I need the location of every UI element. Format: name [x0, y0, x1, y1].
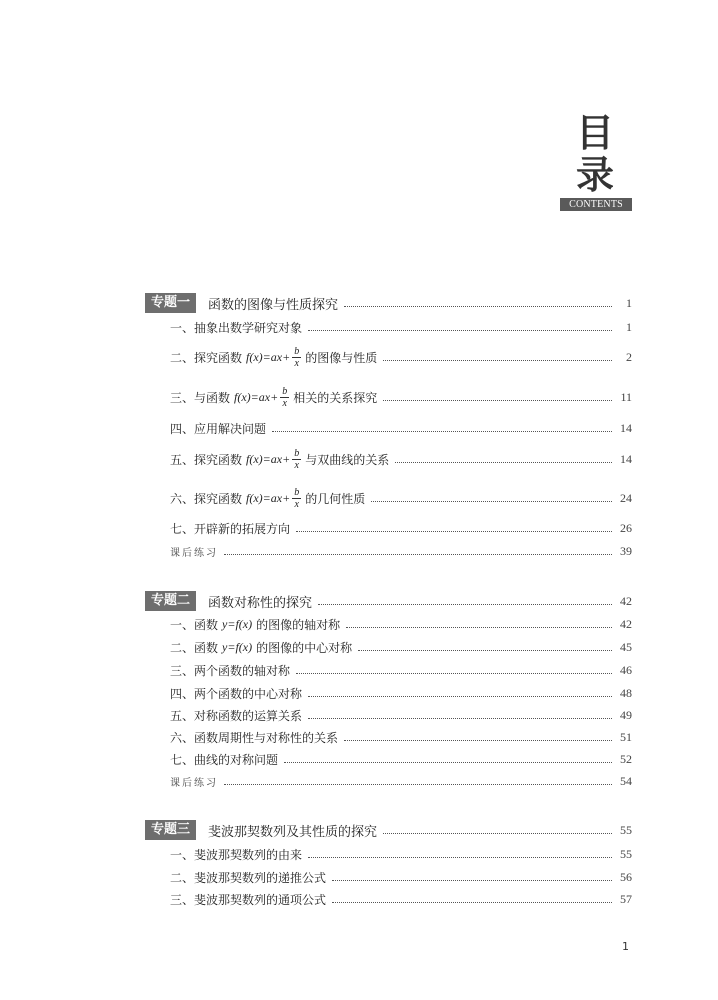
dot-leader — [308, 330, 612, 331]
formula — [246, 487, 301, 510]
entry-label: 六、函数周期性与对称性的关系 — [170, 730, 339, 745]
toc-entry[interactable] — [170, 380, 632, 414]
entry-label: 一、斐波那契数列的由来 — [170, 847, 303, 862]
dot-leader — [224, 554, 612, 555]
fraction — [292, 346, 301, 369]
entry-label — [170, 487, 365, 510]
entry-label: 三、两个函数的轴对称 — [170, 663, 291, 678]
dot-leader — [371, 501, 612, 502]
entry-label-prefix: 二、函数 — [170, 640, 219, 655]
toc-entry-exercises[interactable] — [170, 538, 632, 564]
dot-leader — [224, 784, 612, 785]
dot-leader — [332, 902, 612, 903]
dot-leader — [383, 360, 612, 361]
page-ref: 11 — [620, 389, 632, 404]
page-ref: 52 — [620, 751, 632, 766]
formula-text: f(x)=ax+ — [246, 451, 291, 466]
formula — [234, 386, 289, 409]
page-subtitle: CONTENTS — [560, 198, 632, 211]
fraction-denominator: x — [294, 459, 299, 471]
entry-label-suffix: 相关的关系探究 — [293, 390, 378, 405]
dot-leader — [358, 650, 612, 651]
page-ref: 54 — [620, 773, 632, 788]
formula-text: f(x)=ax+ — [246, 349, 291, 364]
topic-title: 斐波那契数列及其性质的探究 — [208, 824, 378, 840]
page-ref: 14 — [620, 451, 632, 466]
entry-label-prefix: 六、探究函数 — [170, 491, 243, 506]
entry-label: 七、曲线的对称问题 — [170, 752, 279, 767]
formula-text: f(x)=ax+ — [246, 490, 291, 505]
page-ref: 56 — [620, 869, 632, 884]
entry-label: 五、对称函数的运算关系 — [170, 708, 303, 723]
dot-leader — [344, 740, 612, 741]
entry-label-prefix: 一、函数 — [170, 617, 219, 632]
entry-label — [170, 616, 340, 633]
entry-label: 二、斐波那契数列的递推公式 — [170, 870, 327, 885]
entry-label: 三、斐波那契数列的通项公式 — [170, 892, 327, 907]
formula-text: f(x)=ax+ — [234, 389, 279, 404]
entry-label — [170, 386, 377, 409]
page-title: 目录 — [575, 111, 616, 197]
fraction-numerator: b — [294, 486, 300, 498]
toc-entry[interactable] — [170, 886, 632, 912]
dot-leader — [296, 531, 612, 532]
entry-label — [170, 346, 377, 369]
topic-badge: 专题三 — [145, 820, 196, 840]
formula: y=f(x) — [222, 616, 253, 631]
entry-label: 四、应用解决问题 — [170, 421, 267, 436]
entry-label-prefix: 三、与函数 — [170, 390, 231, 405]
toc-entry[interactable] — [170, 415, 632, 441]
toc-header — [560, 112, 632, 211]
dot-leader — [383, 833, 612, 834]
toc-topic-1[interactable] — [145, 290, 632, 316]
page-ref: 1 — [626, 319, 632, 334]
page-ref: 24 — [620, 490, 632, 505]
page-ref: 51 — [620, 729, 632, 744]
page-ref: 57 — [620, 891, 632, 906]
dot-leader — [308, 718, 612, 719]
dot-leader — [308, 696, 612, 697]
page-ref: 14 — [620, 420, 632, 435]
entry-label-prefix: 五、探究函数 — [170, 452, 243, 467]
toc-entry[interactable] — [170, 314, 632, 340]
toc-entry[interactable] — [170, 340, 632, 374]
page-ref: 45 — [620, 639, 632, 654]
page-ref: 46 — [620, 662, 632, 677]
formula — [246, 448, 301, 471]
dot-leader — [296, 673, 612, 674]
fraction-denominator: x — [294, 498, 299, 510]
dot-leader — [344, 306, 612, 307]
entry-label-suffix: 的几何性质 — [305, 491, 366, 506]
page-ref: 39 — [620, 543, 632, 558]
entry-label-suffix: 与双曲线的关系 — [305, 452, 390, 467]
fraction-denominator: x — [282, 397, 287, 409]
dot-leader — [272, 431, 612, 432]
dot-leader — [395, 462, 612, 463]
page-ref: 48 — [620, 685, 632, 700]
fraction-denominator: x — [294, 357, 299, 369]
entry-label: 四、两个函数的中心对称 — [170, 686, 303, 701]
topic-title: 函数对称性的探究 — [208, 595, 313, 611]
entry-label: 一、抽象出数学研究对象 — [170, 320, 303, 335]
topic-badge: 专题二 — [145, 591, 196, 611]
fraction-numerator: b — [282, 385, 288, 397]
topic-badge: 专题一 — [145, 293, 196, 313]
toc-entry[interactable] — [170, 481, 632, 515]
entry-label-suffix: 的图像的轴对称 — [256, 617, 341, 632]
page-ref: 55 — [620, 822, 632, 837]
formula — [246, 346, 301, 369]
page-ref: 2 — [626, 349, 632, 364]
entry-label: 七、开辟新的拓展方向 — [170, 521, 291, 536]
fraction — [292, 487, 301, 510]
entry-label-suffix: 的图像的中心对称 — [256, 640, 353, 655]
entry-label: 课后练习 — [170, 777, 218, 789]
entry-label — [170, 639, 352, 656]
dot-leader — [308, 857, 612, 858]
dot-leader — [383, 400, 612, 401]
page-ref: 49 — [620, 707, 632, 722]
page-ref: 42 — [620, 616, 632, 631]
page-ref: 26 — [620, 520, 632, 535]
page-ref: 55 — [620, 846, 632, 861]
dot-leader — [318, 604, 612, 605]
entry-label-prefix: 二、探究函数 — [170, 350, 243, 365]
topic-title: 函数的图像与性质探究 — [208, 297, 339, 313]
toc-entry[interactable] — [170, 442, 632, 476]
page-number: 1 — [622, 940, 629, 953]
fraction — [280, 386, 289, 409]
toc-entry-exercises[interactable] — [170, 768, 632, 794]
page-ref: 1 — [626, 295, 632, 310]
dot-leader — [346, 627, 612, 628]
dot-leader — [284, 762, 612, 763]
dot-leader — [332, 880, 612, 881]
fraction-numerator: b — [294, 447, 300, 459]
fraction — [292, 448, 301, 471]
fraction-numerator: b — [294, 345, 300, 357]
entry-label: 课后练习 — [170, 547, 218, 559]
formula: y=f(x) — [222, 639, 253, 654]
page-ref: 42 — [620, 593, 632, 608]
entry-label — [170, 448, 389, 471]
toc-topic-3[interactable] — [145, 817, 632, 843]
entry-label-suffix: 的图像与性质 — [305, 350, 378, 365]
